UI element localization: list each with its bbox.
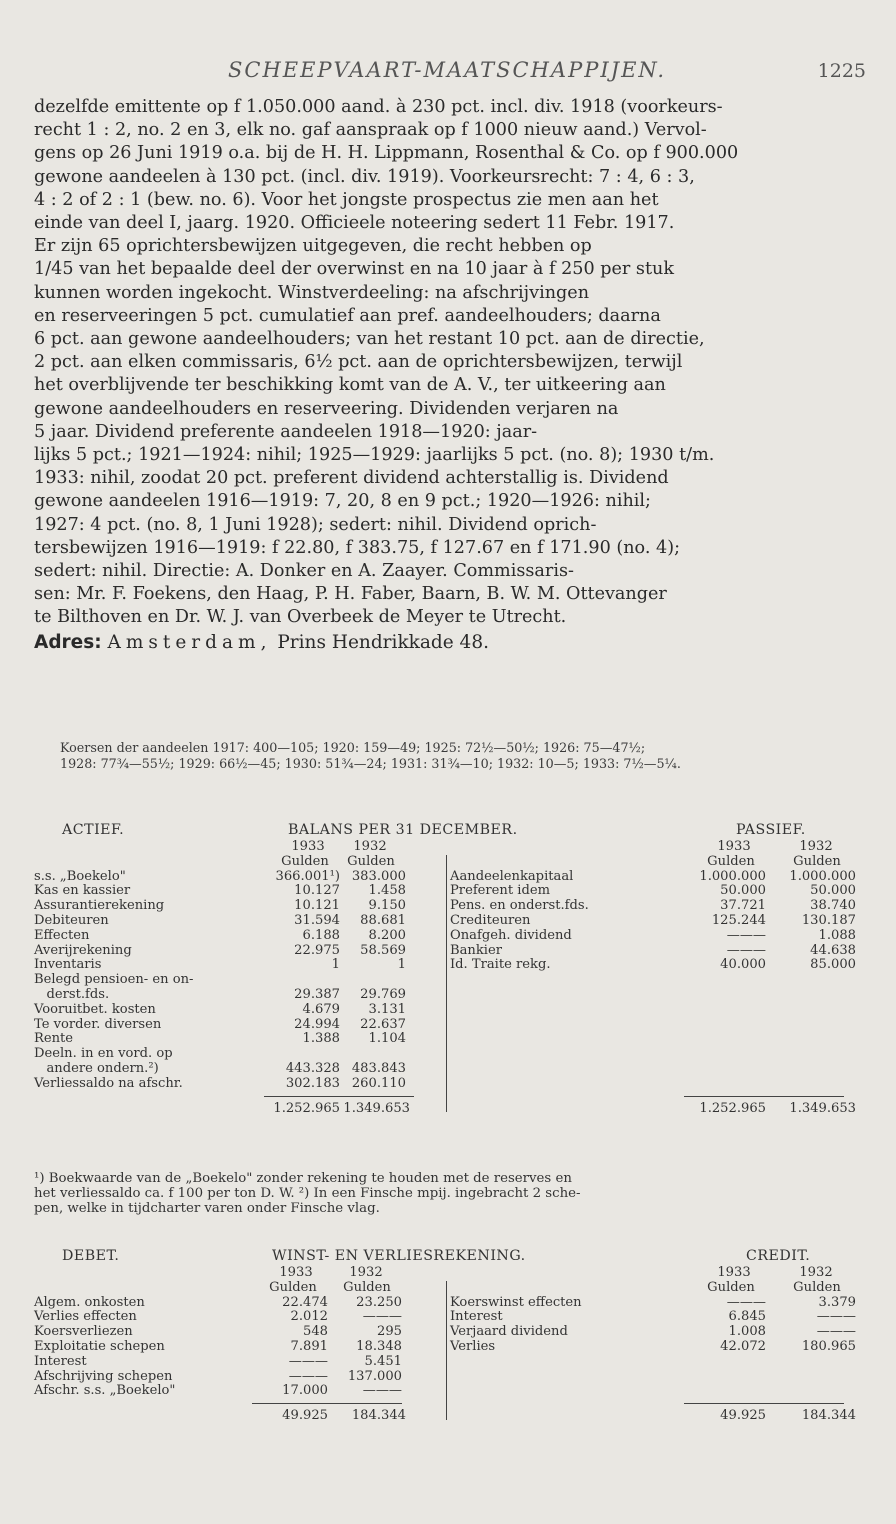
row-value-1933: 40.000 — [720, 957, 766, 973]
page-number: 1225 — [817, 60, 866, 82]
currency-label: Gulden — [793, 853, 841, 869]
row-label: Effecten — [34, 927, 90, 943]
row-label: Debiteuren — [34, 913, 109, 928]
body-line: 1/45 van het bepaalde deel der overwinst en na 10 jaar à f 250 per stuk — [34, 259, 675, 280]
row-value-1933: 2.012 — [290, 1309, 328, 1325]
footnotes — [34, 1172, 866, 1216]
total-rule — [264, 1096, 414, 1097]
row-value-1932: 58.569 — [360, 942, 406, 958]
total-1933: 1.252.965 — [273, 1100, 340, 1116]
share-prices — [60, 740, 850, 772]
row-value-1933: 1 — [331, 957, 340, 973]
currency-label: Gulden — [269, 1279, 317, 1295]
body-line: einde van deel I, jaarg. 1920. Officieele noteering sedert 11 Febr. 1917. — [34, 213, 675, 234]
row-label: Te vorder. diversen — [34, 1016, 162, 1032]
body-line: recht 1 : 2, no. 2 en 3, elk no. gaf aanspraak op f 1000 nieuw aand.) Vervol- — [34, 120, 707, 141]
row-label: Verliessaldo na afschr. — [34, 1075, 183, 1091]
row-value-1933: 17.000 — [282, 1383, 328, 1399]
row-label: Verjaard dividend — [450, 1324, 568, 1340]
row-label: Verlies effecten — [34, 1309, 137, 1325]
row-value-1933: 6.845 — [728, 1309, 766, 1325]
body-line: 6 pct. aan gewone aandeelhouders; van het restant 10 pct. aan de directie, — [34, 329, 705, 350]
share-prices-line: 1928: 77¾—55½; 1929: 66½—45; 1930: 51¾—24; 1931: 31¾—10; 1932: 10—5; 1933: 7½—5¼. — [60, 756, 681, 771]
row-value-1932: 1 — [397, 957, 406, 973]
row-label: s.s. „Boekelo" — [34, 868, 126, 884]
row-value-1932: 5.451 — [364, 1353, 402, 1369]
body-line: 5 jaar. Dividend preferente aandeelen 1918—1920: jaar- — [34, 421, 538, 442]
footnote-line: pen, welke in tijdcharter varen onder Finsche vlag. — [34, 1200, 380, 1216]
row-label: Koerswinst effecten — [450, 1294, 582, 1310]
body-line: lijks 5 pct.; 1921—1924: nihil; 1925—1929: jaarlijks 5 pct. (no. 8); 1930 t/m. — [34, 445, 715, 466]
winst-left-title: DEBET. — [62, 1248, 120, 1264]
row-value-1932: 1.000.000 — [789, 868, 856, 884]
currency-label: Gulden — [343, 1279, 391, 1295]
row-value-1933: 125.244 — [711, 913, 766, 928]
row-label: Interest — [450, 1309, 503, 1325]
balans-table — [34, 840, 866, 1160]
address-label: Adres: — [34, 631, 102, 653]
row-value-1932: 137.000 — [347, 1368, 402, 1384]
year-label: 1932 — [799, 1265, 833, 1280]
year-label: 1932 — [353, 839, 387, 854]
row-value-1932: 44.638 — [810, 942, 856, 958]
row-value-1933: 366.001¹) — [275, 868, 340, 884]
row-value-1932: 38.740 — [810, 898, 856, 914]
row-value-1933: ——— — [726, 1294, 766, 1310]
row-value-1933: 6.188 — [302, 927, 340, 943]
row-value-1932: 85.000 — [810, 957, 856, 973]
row-value-1932: 260.110 — [351, 1075, 406, 1091]
row-value-1933: 42.072 — [720, 1339, 766, 1354]
year-label: 1932 — [349, 1265, 383, 1280]
row-value-1933: ——— — [726, 942, 766, 958]
body-line: kunnen worden ingekocht. Winstverdeeling: na afschrijvingen — [34, 282, 590, 303]
body-line: 1933: nihil, zoodat 20 pct. preferent dividend achterstallig is. Dividend — [34, 468, 669, 489]
row-value-1932: 180.965 — [801, 1339, 856, 1354]
row-value-1932: ——— — [362, 1383, 402, 1399]
row-label: Bankier — [450, 942, 502, 958]
row-value-1933: 548 — [303, 1324, 328, 1340]
row-label: Onafgeh. dividend — [450, 927, 572, 943]
row-label: Kas en kassier — [34, 883, 131, 899]
body-line: gewone aandeelen à 130 pct. (incl. div. 1919). Voorkeursrecht: 7 : 4, 6 : 3, — [34, 166, 695, 187]
row-label: Afschrijving schepen — [34, 1368, 173, 1384]
address-city: Amsterdam, — [107, 631, 272, 653]
body-line: 4 : 2 of 2 : 1 (bew. no. 6). Voor het jongste prospectus zie men aan het — [34, 189, 659, 210]
body-line: gewone aandeelen 1916—1919: 7, 20, 8 en 9 pct.; 1920—1926: nihil; — [34, 491, 651, 512]
row-value-1933: 1.000.000 — [699, 868, 766, 884]
row-label: Deeln. in en vord. op — [34, 1046, 173, 1062]
row-value-1932: 1.104 — [368, 1031, 406, 1047]
winst-title: WINST- EN VERLIESREKENING. — [272, 1248, 526, 1264]
row-label: Exploitatie schepen — [34, 1339, 165, 1354]
row-label: Averijrekening — [34, 942, 132, 958]
row-value-1932: 29.769 — [360, 987, 406, 1002]
row-value-1932: ——— — [362, 1309, 402, 1325]
balans-right-title: PASSIEF. — [736, 822, 806, 838]
row-value-1932: 23.250 — [356, 1294, 402, 1310]
balans-title: BALANS PER 31 DECEMBER. — [288, 822, 518, 838]
row-value-1932: 18.348 — [356, 1339, 402, 1354]
column-divider — [446, 855, 447, 1113]
year-label: 1933 — [717, 839, 751, 854]
total-1932: 184.344 — [351, 1408, 406, 1424]
row-value-1933: 10.127 — [294, 883, 340, 899]
body-line: 1927: 4 pct. (no. 8, 1 Juni 1928); sedert: nihil. Dividend oprich- — [34, 514, 597, 535]
currency-label: Gulden — [281, 853, 329, 869]
footnote-line: ¹) Boekwaarde van de „Boekelo" zonder rekening te houden met de reserves en — [34, 1171, 572, 1186]
row-value-1933: 24.994 — [294, 1016, 340, 1032]
total-1933: 1.252.965 — [699, 1100, 766, 1116]
address-street: Prins Hendrikkade 48. — [277, 631, 489, 653]
winst-table — [34, 1266, 866, 1466]
row-value-1932: 130.187 — [801, 913, 856, 928]
running-title: SCHEEPVAART-MAATSCHAPPIJEN. — [228, 58, 667, 82]
row-label: Algem. onkosten — [34, 1294, 145, 1310]
row-value-1932: 88.681 — [360, 913, 406, 928]
total-1932: 1.349.653 — [343, 1100, 410, 1116]
year-label: 1932 — [799, 839, 833, 854]
row-label: Assurantierekening — [34, 898, 165, 914]
row-value-1932: ——— — [816, 1324, 856, 1340]
row-value-1933: 443.328 — [285, 1061, 340, 1076]
winst-right-title: CREDIT. — [746, 1248, 811, 1264]
row-value-1932: 483.843 — [351, 1061, 406, 1076]
currency-label: Gulden — [707, 1279, 755, 1295]
balans-left-title: ACTIEF. — [62, 822, 125, 838]
row-value-1933: 31.594 — [294, 913, 340, 928]
share-prices-line: Koersen der aandeelen 1917: 400—105; 1920: 159—49; 1925: 72½—50½; 1926: 75—47½; — [60, 740, 646, 755]
address-line — [34, 631, 866, 654]
total-rule — [684, 1096, 844, 1097]
row-label: derst.fds. — [34, 987, 110, 1002]
row-value-1933: 22.975 — [294, 942, 340, 958]
body-line: gewone aandeelhouders en reserveering. Dividenden verjaren na — [34, 398, 619, 419]
currency-label: Gulden — [707, 853, 755, 869]
currency-label: Gulden — [347, 853, 395, 869]
year-label: 1933 — [279, 1265, 313, 1280]
body-line: het overblijvende ter beschikking komt van de A. V., ter uitkeering aan — [34, 375, 666, 396]
total-rule — [684, 1403, 844, 1404]
row-value-1933: 1.388 — [302, 1031, 340, 1047]
row-label: Id. Traite rekg. — [450, 957, 551, 973]
row-value-1933: ——— — [726, 927, 766, 943]
row-label: Verlies — [450, 1339, 496, 1354]
row-value-1933: ——— — [288, 1353, 328, 1369]
body-line: sedert: nihil. Directie: A. Donker en A. Zaayer. Commissaris- — [34, 561, 574, 582]
row-label: Rente — [34, 1031, 74, 1047]
body-line: sen: Mr. F. Foekens, den Haag, P. H. Faber, Baarn, B. W. M. Ottevanger — [34, 584, 667, 605]
row-label: Koersverliezen — [34, 1324, 133, 1340]
row-value-1932: ——— — [816, 1309, 856, 1325]
row-label: Pens. en onderst.fds. — [450, 898, 589, 914]
currency-label: Gulden — [793, 1279, 841, 1295]
row-label: Belegd pensioen- en on- — [34, 972, 194, 988]
row-value-1933: 10.121 — [294, 898, 340, 914]
column-divider — [446, 1281, 447, 1420]
row-value-1932: 50.000 — [810, 883, 856, 899]
row-label: Preferent idem — [450, 883, 551, 899]
row-value-1933: 50.000 — [720, 883, 766, 899]
body-line: dezelfde emittente op f 1.050.000 aand. à 230 pct. incl. div. 1918 (voorkeurs- — [34, 97, 723, 117]
total-1933: 49.925 — [720, 1408, 766, 1424]
row-value-1932: 1.458 — [368, 883, 406, 899]
page-header — [0, 58, 896, 88]
row-value-1933: 22.474 — [282, 1294, 328, 1310]
row-value-1933: 37.721 — [720, 898, 766, 914]
row-label: andere ondern.²) — [34, 1061, 159, 1076]
body-text — [34, 96, 866, 654]
row-value-1933: 7.891 — [290, 1339, 328, 1354]
row-value-1933: 1.008 — [728, 1324, 766, 1340]
body-line: gens op 26 Juni 1919 o.a. bij de H. H. Lippmann, Rosenthal & Co. op f 900.000 — [34, 143, 739, 164]
row-label: Vooruitbet. kosten — [34, 1001, 156, 1017]
row-label: Aandeelenkapitaal — [450, 868, 574, 884]
row-value-1932: 295 — [377, 1324, 402, 1340]
body-line: en reserveeringen 5 pct. cumulatief aan pref. aandeelhouders; daarna — [34, 305, 661, 326]
row-label: Inventaris — [34, 957, 102, 973]
body-line: te Bilthoven en Dr. W. J. van Overbeek de Meyer te Utrecht. — [34, 607, 567, 628]
row-value-1933: 302.183 — [285, 1075, 340, 1091]
body-line: Er zijn 65 oprichtersbewijzen uitgegeven, die recht hebben op — [34, 236, 592, 257]
row-label: Interest — [34, 1353, 87, 1369]
row-label: Afschr. s.s. „Boekelo" — [34, 1383, 176, 1399]
row-value-1932: 383.000 — [351, 868, 406, 884]
row-value-1933: 29.387 — [294, 987, 340, 1002]
row-value-1932: 3.131 — [368, 1001, 406, 1017]
body-line: 2 pct. aan elken commissaris, 6½ pct. aan de oprichtersbewijzen, terwijl — [34, 352, 683, 373]
total-1932: 1.349.653 — [789, 1100, 856, 1116]
row-value-1932: 3.379 — [818, 1294, 856, 1310]
row-value-1932: 22.637 — [360, 1016, 406, 1032]
year-label: 1933 — [291, 839, 325, 854]
footnote-line: het verliessaldo ca. f 100 per ton D. W. ²) In een Finsche mpij. ingebracht 2 sche- — [34, 1185, 581, 1201]
row-label: Crediteuren — [450, 913, 531, 928]
total-1932: 184.344 — [801, 1408, 856, 1424]
row-value-1932: 8.200 — [368, 927, 406, 943]
row-value-1933: ——— — [288, 1368, 328, 1384]
total-1933: 49.925 — [282, 1408, 328, 1424]
row-value-1932: 1.088 — [818, 927, 856, 943]
body-line: tersbewijzen 1916—1919: f 22.80, f 383.75, f 127.67 en f 171.90 (no. 4); — [34, 537, 681, 558]
total-rule — [252, 1403, 402, 1404]
year-label: 1933 — [717, 1265, 751, 1280]
row-value-1932: 9.150 — [368, 898, 406, 914]
row-value-1933: 4.679 — [302, 1001, 340, 1017]
